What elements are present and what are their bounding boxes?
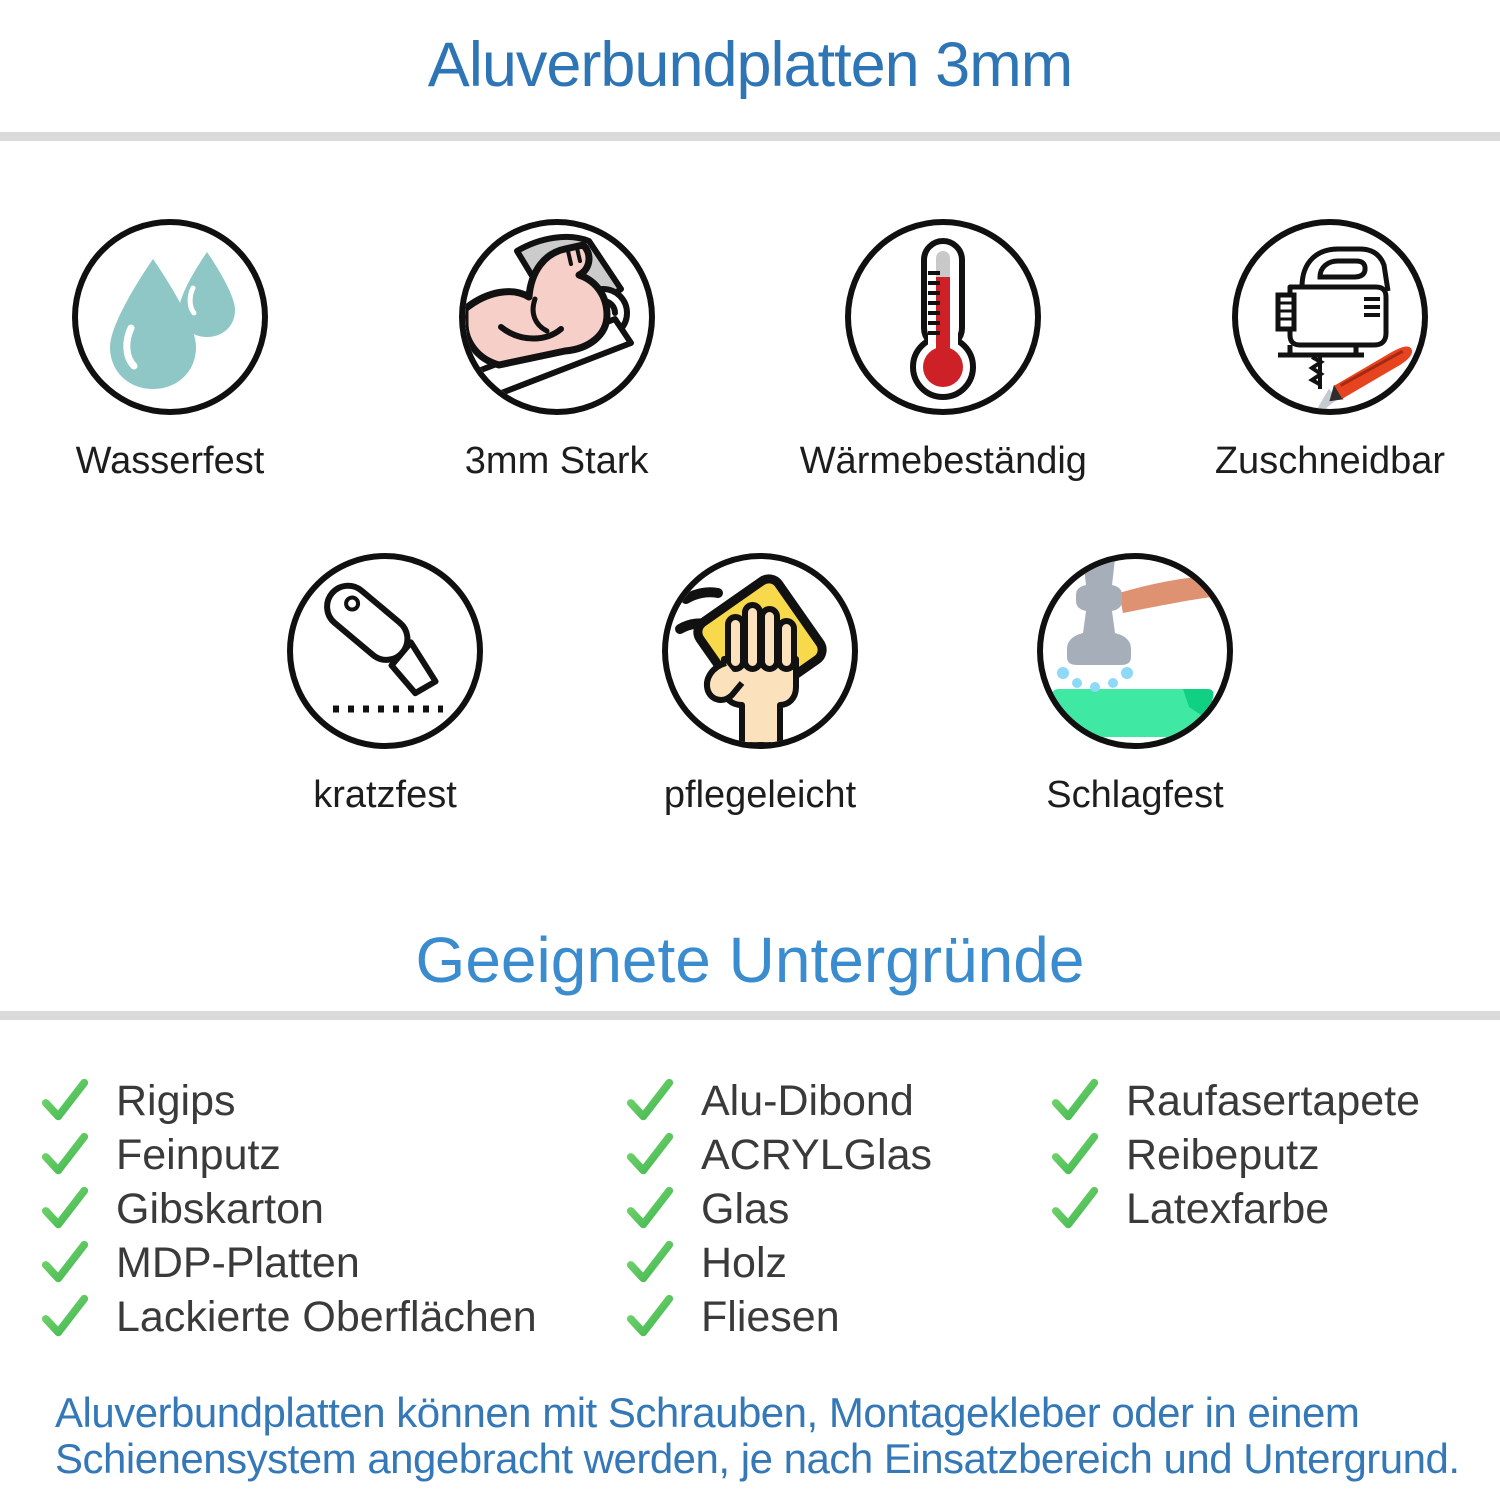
muscle-arm-icon bbox=[459, 219, 655, 415]
list-item bbox=[40, 1290, 625, 1344]
hammer-icon bbox=[1037, 553, 1233, 749]
substrates-column-1 bbox=[40, 1074, 625, 1344]
check-icon bbox=[625, 1292, 675, 1342]
check-icon bbox=[625, 1076, 675, 1126]
page-title: Aluverbundplatten 3mm bbox=[427, 30, 1073, 100]
list-item-label: Feinputz bbox=[116, 1130, 281, 1179]
list-item-label: Lackierte Oberflächen bbox=[116, 1292, 537, 1341]
list-item bbox=[625, 1074, 1050, 1128]
list-item bbox=[1050, 1074, 1500, 1128]
list-item bbox=[1050, 1182, 1500, 1236]
water-drops-icon bbox=[72, 219, 268, 415]
list-item bbox=[40, 1074, 625, 1128]
utility-knife-icon bbox=[287, 553, 483, 749]
check-icon bbox=[625, 1184, 675, 1234]
list-item-label: ACRYLGlas bbox=[701, 1130, 933, 1179]
feature-kratzfest bbox=[280, 553, 490, 817]
list-item-label: Fliesen bbox=[701, 1292, 840, 1341]
list-item bbox=[40, 1236, 625, 1290]
cleaning-hand-icon bbox=[662, 553, 858, 749]
feature-3mm-stark bbox=[452, 219, 662, 483]
jigsaw-icon bbox=[1232, 219, 1428, 415]
list-item-label: Holz bbox=[701, 1238, 788, 1287]
list-item-label: Raufasertapete bbox=[1126, 1076, 1421, 1125]
check-icon bbox=[40, 1184, 90, 1234]
substrates-column-3 bbox=[1050, 1074, 1500, 1344]
feature-pflegeleicht bbox=[655, 553, 865, 817]
feature-label: kratzfest bbox=[313, 774, 457, 816]
thermometer-icon bbox=[845, 219, 1041, 415]
check-icon bbox=[1050, 1076, 1100, 1126]
feature-label: Zuschneidbar bbox=[1214, 440, 1446, 482]
mounting-note bbox=[0, 1390, 1500, 1482]
mounting-note-line-2: Schienensystem angebracht werden, je nach Einsatzbereich und Untergrund. bbox=[55, 1435, 1460, 1482]
substrates-list bbox=[0, 1074, 1500, 1344]
check-icon bbox=[40, 1238, 90, 1288]
list-item-label: Reibeputz bbox=[1126, 1130, 1320, 1179]
divider-top bbox=[0, 132, 1500, 141]
features-row-1 bbox=[0, 219, 1500, 483]
feature-label: Wasserfest bbox=[75, 440, 265, 482]
mounting-note-line-1: Aluverbundplatten können mit Schrauben, Montagekleber oder in einem bbox=[55, 1389, 1360, 1436]
divider-middle bbox=[0, 1011, 1500, 1020]
list-item-label: Rigips bbox=[116, 1076, 236, 1125]
feature-schlagfest bbox=[1030, 553, 1240, 817]
feature-zuschneidbar bbox=[1214, 219, 1446, 483]
list-item bbox=[625, 1182, 1050, 1236]
list-item-label: Gibskarton bbox=[116, 1184, 324, 1233]
feature-label: 3mm Stark bbox=[464, 440, 649, 482]
check-icon bbox=[40, 1130, 90, 1180]
check-icon bbox=[1050, 1130, 1100, 1180]
list-item bbox=[625, 1236, 1050, 1290]
feature-label: pflegeleicht bbox=[663, 774, 857, 816]
feature-wasserfest bbox=[65, 219, 275, 483]
list-item-label: MDP-Platten bbox=[116, 1238, 360, 1287]
features-row-2 bbox=[280, 553, 1240, 817]
feature-label: Schlagfest bbox=[1046, 774, 1224, 816]
check-icon bbox=[625, 1130, 675, 1180]
check-icon bbox=[1050, 1184, 1100, 1234]
list-item-label: Glas bbox=[701, 1184, 790, 1233]
feature-waermebestaendig bbox=[799, 219, 1087, 483]
check-icon bbox=[40, 1292, 90, 1342]
list-item-label: Latexfarbe bbox=[1126, 1184, 1330, 1233]
feature-label: Wärmebeständig bbox=[799, 440, 1087, 482]
check-icon bbox=[40, 1076, 90, 1126]
list-item bbox=[40, 1128, 625, 1182]
list-item-label: Alu-Dibond bbox=[701, 1076, 914, 1125]
list-item bbox=[1050, 1128, 1500, 1182]
list-item bbox=[625, 1290, 1050, 1344]
list-item bbox=[625, 1128, 1050, 1182]
list-item bbox=[40, 1182, 625, 1236]
check-icon bbox=[625, 1238, 675, 1288]
section-title-untergruende: Geeignete Untergründe bbox=[415, 924, 1085, 996]
substrates-column-2 bbox=[625, 1074, 1050, 1344]
